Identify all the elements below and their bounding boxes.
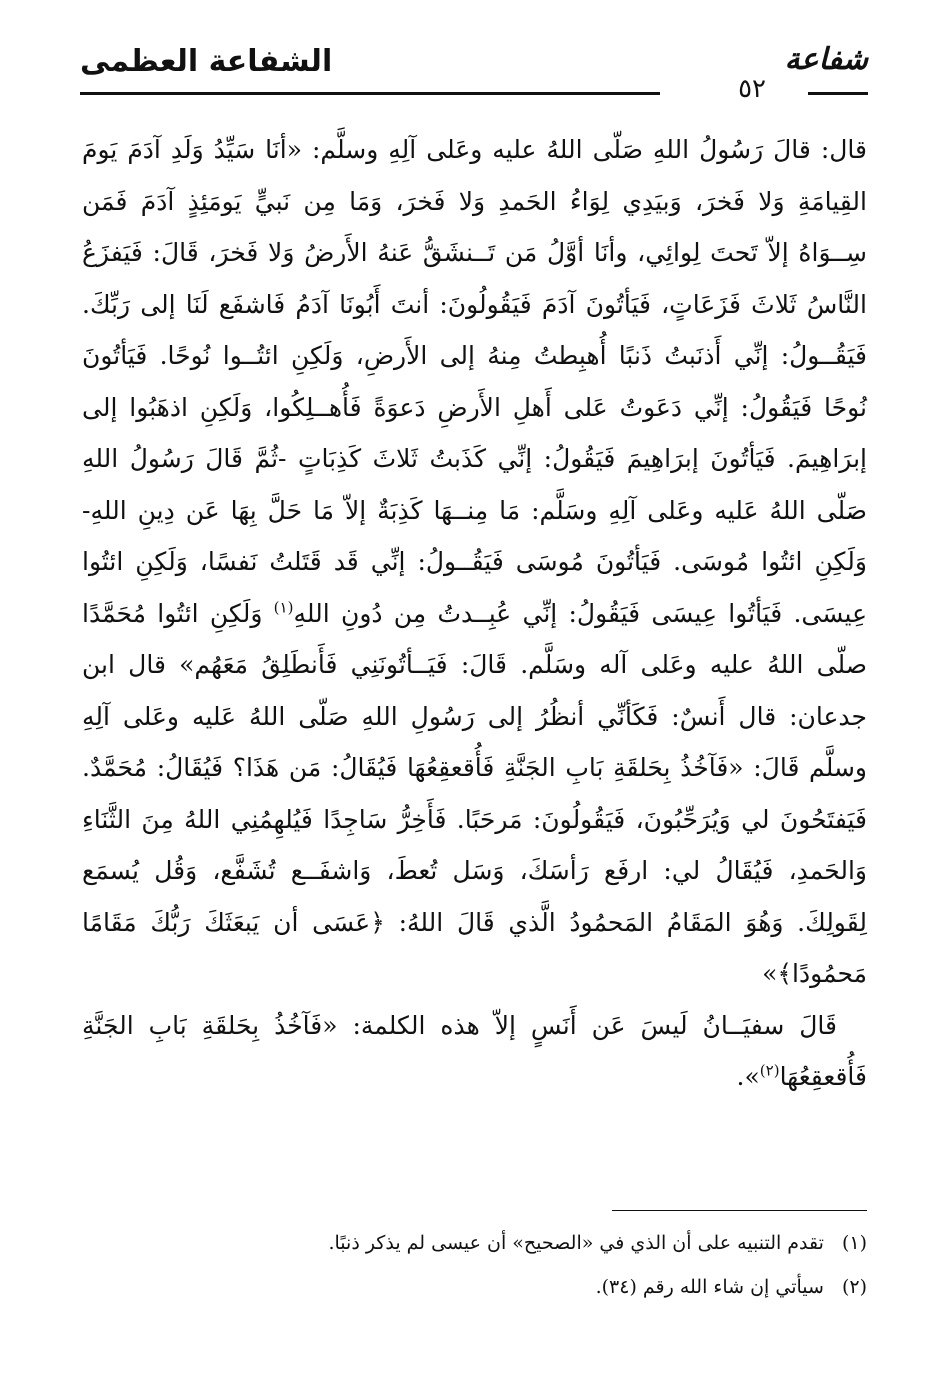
paragraph-text: ». xyxy=(736,1062,760,1091)
main-text xyxy=(82,124,867,1103)
footnote-number: (٢) xyxy=(841,1276,867,1298)
footnotes xyxy=(82,1221,867,1309)
footnote xyxy=(82,1265,867,1309)
paragraph xyxy=(82,1000,867,1103)
paragraph-text: قَالَ سفيَــانُ لَيسَ عَن أَنَسٍ إلاّ هذه الكلمة: «فَآخُذُ بِحَلقَةِ بَابِ الجَنَّةِ فَأُقعقِعُهَا xyxy=(82,1010,867,1091)
page-header xyxy=(80,40,868,104)
page-number: ٥٢ xyxy=(738,74,766,104)
header-rule xyxy=(80,92,660,95)
footnote-number: (١) xyxy=(841,1232,867,1254)
footnote-divider xyxy=(612,1210,867,1211)
paragraph-text: وَلَكِنِ ائتُوا مُحَمَّدًا صلّى اللهُ عليه وعَلى آله وسَلَّم. قَالَ: فَيَــأتُونَنِي فَأَنطَلِقُ مَعَهُم» قال ابن جدعان: قال أَنسٌ: فَكَأنِّي أنظُرُ إلى رَسُولِ اللهِ صَلّى اللهُ عَليه وعَلى آلِهِ وسلَّم قَالَ: «فَآخُذُ بِحَلقَةِ بَابِ الجَنَّةِ فَأُقعقِعُهَا فَيُقَالُ: مَن هَذَا؟ فَيُقَالُ: مُحَمَّدٌ. فَيَفتَحُونَ لي وَيُرَحِّبُونَ، فَيَقُولُونَ: مَرحَبًا. فَأَخِرُّ سَاجِدًا فَيُلهِمُنِي اللهُ مِنَ الثَّنَاءِ وَالحَمدِ، فَيُقَالُ لي: ارفَع رَأسَكَ، وَسَل تُعطَ، وَاشفَــع تُشَفَّع، وَقُل يُسمَع لِقَولِكَ. وَهُوَ المَقَامُ المَحمُودُ الَّذي قَالَ اللهُ: ﴿عَسَى أن يَبعَثَكَ رَبُّكَ مَقَامًا مَحمُودًا﴾» xyxy=(82,598,867,988)
paragraph-text: قال: قالَ رَسُولُ اللهِ صَلّى اللهُ عليه وعَلى آلِهِ وسلَّم: «أنَا سَيِّدُ وَلَدِ آدَمَ يَومَ القِيامَةِ وَلا فَخرَ، وَبيَدِي لِوَاءُ الحَمدِ وَلا فَخرَ، وَمَا مِن نَبيٍّ يَومَئِذٍ آدَمَ فَمَن سِــوَاهُ إلاّ تَحتَ لِوائِي، وأنَا أوَّلُ مَن تَــنشَقُّ عَنهُ الأَرضُ وَلا فَخرَ، قَالَ: فَيَفزَعُ النَّاسُ ثَلاثَ فَزَعَاتٍ، فَيَأتُونَ آدَمَ فَيَقُولُونَ: أنتَ أَبُونَا آدَمُ فَاشفَع لَنَا إلى رَبِّكَ. فَيَقُــولُ: إنِّي أَذنَبتُ ذَنبًا أُهبِطتُ مِنهُ إلى الأَرضِ، وَلَكِنِ ائتُــوا نُوحًا. فَيَأتُونَ نُوحًا فَيَقُولُ: إنِّي دَعَوتُ عَلى أَهلِ الأَرضِ دَعوَةً فَأُهــلِكُوا، وَلَكِنِ اذهَبُوا إلى إبرَاهِيمَ. فَيَأتُونَ إبرَاهِيمَ فَيَقُولُ: إنِّي كَذَبتُ ثَلاثَ كَذِبَاتٍ -ثُمَّ قَالَ رَسُولُ اللهِ صَلّى اللهُ عَليه وعَلى آلِهِ وسَلَّم: مَا مِنــهَا كَذِبَةٌ إلاّ مَا حَلَّ بِهَا عَن دِينِ اللهِ- وَلَكِنِ ائتُوا مُوسَى. فَيَأتُونَ مُوسَى فَيَقُــولُ: إنِّي قَد قَتَلتُ نَفسًا، وَلَكِنِ ائتُوا عِيسَى. فَيَأتُوا عِيسَى فَيَقُولُ: إنِّي عُبِــدتُ مِن دُونِ اللهِ xyxy=(82,135,867,628)
footnote-text: سيأتي إن شاء الله رقم (٣٤). xyxy=(595,1276,824,1298)
book-title: الشفاعة العظمى xyxy=(80,44,333,79)
footnote xyxy=(82,1221,867,1265)
series-logo-underline xyxy=(808,92,868,95)
paragraph xyxy=(82,124,867,1000)
series-logo: شفاعة xyxy=(784,42,868,77)
footnote-marker: (٢) xyxy=(759,1061,780,1080)
footnote-marker: (١) xyxy=(273,598,294,617)
footnote-text: تقدم التنبيه على أن الذي في «الصحيح» أن عيسى لم يذكر ذنبًا. xyxy=(328,1232,824,1254)
